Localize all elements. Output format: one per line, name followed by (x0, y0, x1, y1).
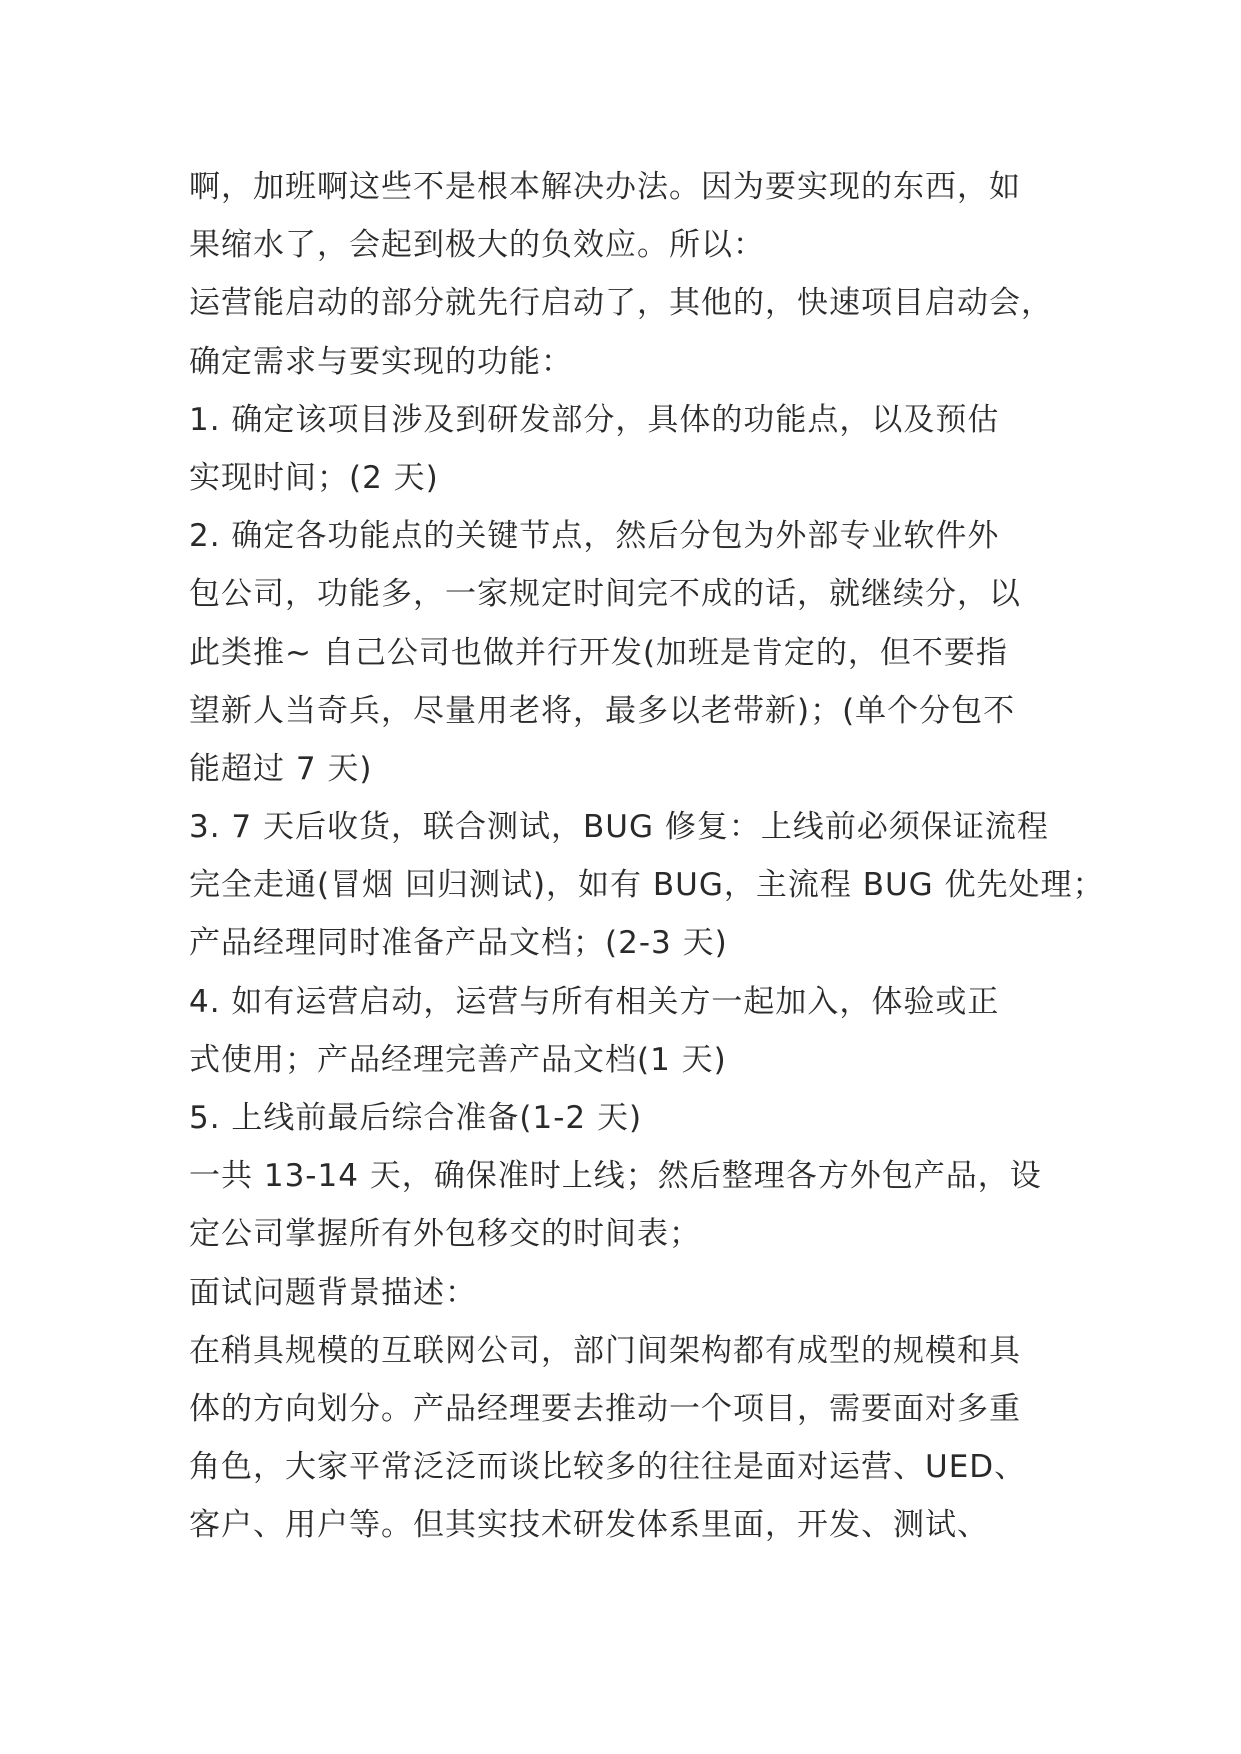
text-line: 完全走通(冒烟 回归测试)，如有 BUG，主流程 BUG 优先处理； (189, 867, 1105, 904)
text-line: 客户、用户等。但其实技术研发体系里面，开发、测试、 (189, 1507, 989, 1544)
text-line: 果缩水了，会起到极大的负效应。所以： (189, 227, 765, 264)
text-line: 在稍具规模的互联网公司，部门间架构都有成型的规模和具 (189, 1332, 1021, 1369)
text-line: 5. 上线前最后综合准备(1-2 天) (189, 1100, 643, 1136)
text-line: 实现时间；(2 天) (189, 459, 439, 496)
text-line: 3. 7 天后收货，联合测试，BUG 修复：上线前必须保证流程 (189, 809, 1049, 846)
text-line: 1. 确定该项目涉及到研发部分，具体的功能点，以及预估 (189, 401, 1000, 438)
text-line: 2. 确定各功能点的关键节点，然后分包为外部专业软件外 (189, 518, 1000, 555)
text-line: 角色，大家平常泛泛而谈比较多的往往是面对运营、UED、 (189, 1449, 1027, 1486)
text-line: 一共 13-14 天，确保准时上线；然后整理各方外包产品，设 (189, 1158, 1042, 1195)
text-line: 啊，加班啊这些不是根本解决办法。因为要实现的东西，如 (189, 169, 1021, 205)
text-line: 定公司掌握所有外包移交的时间表； (189, 1216, 701, 1253)
text-line: 4. 如有运营启动，运营与所有相关方一起加入，体验或正 (189, 983, 1000, 1020)
text-line: 面试问题背景描述： (189, 1274, 477, 1311)
text-line: 包公司，功能多，一家规定时间完不成的话，就继续分，以 (189, 576, 1021, 613)
text-line: 此类推~ 自己公司也做并行开发(加班是肯定的，但不要指 (189, 634, 1008, 671)
text-line: 能超过 7 天) (189, 750, 373, 787)
text-line: 式使用；产品经理完善产品文档(1 天) (189, 1041, 727, 1078)
text-line: 望新人当奇兵，尽量用老将，最多以老带新)；(单个分包不 (189, 692, 1016, 729)
text-line: 产品经理同时准备产品文档；(2-3 天) (189, 925, 728, 962)
text-line: 确定需求与要实现的功能： (189, 343, 573, 380)
text-line: 体的方向划分。产品经理要去推动一个项目，需要面对多重 (189, 1390, 1021, 1427)
text-line: 运营能启动的部分就先行启动了，其他的，快速项目启动会， (189, 285, 1053, 322)
body-text (189, 158, 1105, 1555)
